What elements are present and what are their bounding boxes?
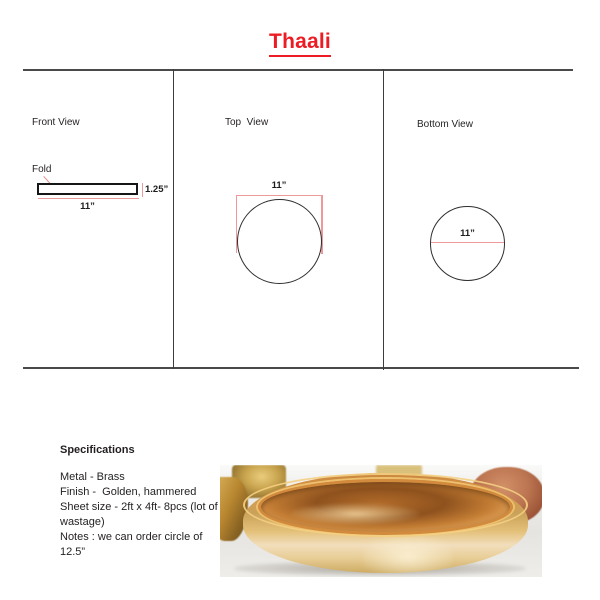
product-photo (220, 465, 542, 577)
panel-divider-1 (173, 69, 175, 369)
top-view-dim-bracket-top (236, 195, 323, 196)
top-view-circle (237, 199, 322, 284)
front-view-plate-section (37, 183, 138, 196)
bottom-view-dim-label: 11” (460, 227, 475, 239)
spec-line-sheet-size: Sheet size - 2ft x 4ft- 8pcs (lot of (60, 501, 218, 513)
height-dim-line (142, 183, 143, 198)
fold-label: Fold (32, 164, 52, 175)
plate-front-highlight (363, 535, 453, 573)
top-view-dim-label: 11” (271, 180, 287, 191)
width-dim-label: 11” (80, 200, 95, 212)
top-view-label: Top View (225, 117, 269, 128)
spec-line-wastage: wastage) (60, 516, 105, 528)
bottom-view-label: Bottom View (417, 119, 473, 130)
plate-rim-edge (243, 473, 528, 537)
bottom-view-diameter-line (431, 242, 505, 243)
page-title: Thaali (269, 30, 331, 57)
spec-line-circle-size: 12.5” (60, 546, 86, 558)
specifications-heading: Specifications (60, 444, 135, 456)
panel-divider-2 (383, 69, 385, 370)
width-dim-line (38, 198, 139, 199)
top-view-dim-bracket-right (321, 195, 322, 254)
specifications-list (60, 470, 230, 560)
spec-line-metal: Metal - Brass (60, 471, 125, 483)
frame-top-line (23, 69, 573, 71)
spec-line-finish: Finish - Golden, hammered (60, 486, 197, 498)
frame-bottom-line (23, 367, 579, 369)
page-title-wrap (0, 30, 600, 57)
front-view-label: Front View (32, 117, 80, 128)
height-dim-label: 1.25” (145, 183, 169, 195)
spec-line-notes: Notes : we can order circle of (60, 531, 203, 543)
bottom-view-circle (430, 206, 505, 281)
